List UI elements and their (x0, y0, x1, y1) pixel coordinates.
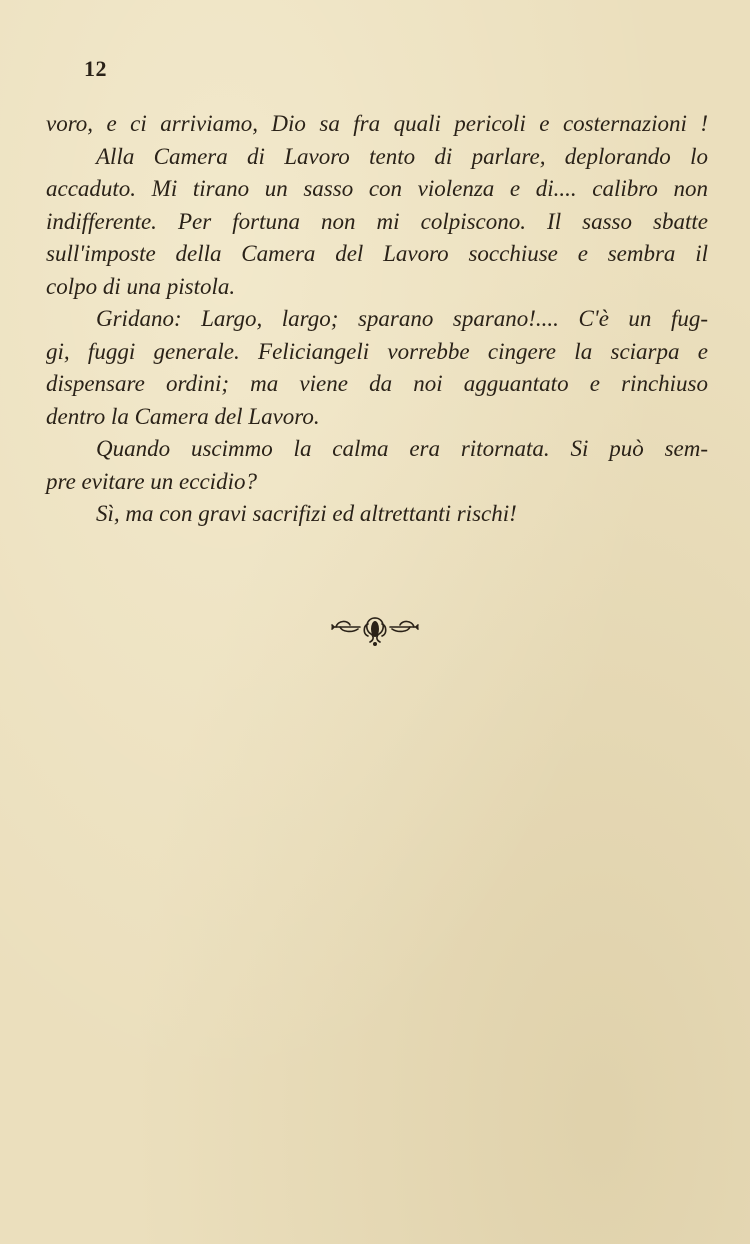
text-line: Gridano: Largo, largo; sparano sparano!.... C'è un fug- (96, 306, 708, 331)
text-line: indifferente. Per fortuna non mi colpiscono. Il sasso sbatte (46, 208, 708, 234)
text-line: Alla Camera di Lavoro tento di parlare, deplorando lo (96, 143, 708, 169)
text-line: voro, e ci arriviamo, Dio sa fra quali pericoli e costernazioni ! (46, 111, 708, 136)
text-line: colpo di una pistola. (46, 273, 236, 299)
fleuron-ornament-icon (330, 612, 420, 648)
body-text (46, 108, 708, 531)
text-line: accaduto. Mi tirano un sasso con violenza e di.... calibro non (46, 176, 708, 201)
page-number: 12 (84, 56, 107, 81)
text-line: Quando uscimmo la calma era ritornata. Si può sem- (96, 436, 708, 461)
text-line: Sì, ma con gravi sacrifizi ed altrettanti rischi! (96, 501, 517, 526)
text-line: dentro la Camera del Lavoro. (46, 403, 320, 429)
text-line: sull'imposte della Camera del Lavoro socchiuse e sembra il (46, 241, 708, 266)
text-line: pre evitare un eccidio? (46, 468, 257, 494)
text-line: gi, fuggi generale. Feliciangeli vorrebbe cingere la sciarpa e (46, 338, 708, 364)
text-line: dispensare ordini; ma viene da noi agguantato e rinchiuso (46, 371, 708, 396)
